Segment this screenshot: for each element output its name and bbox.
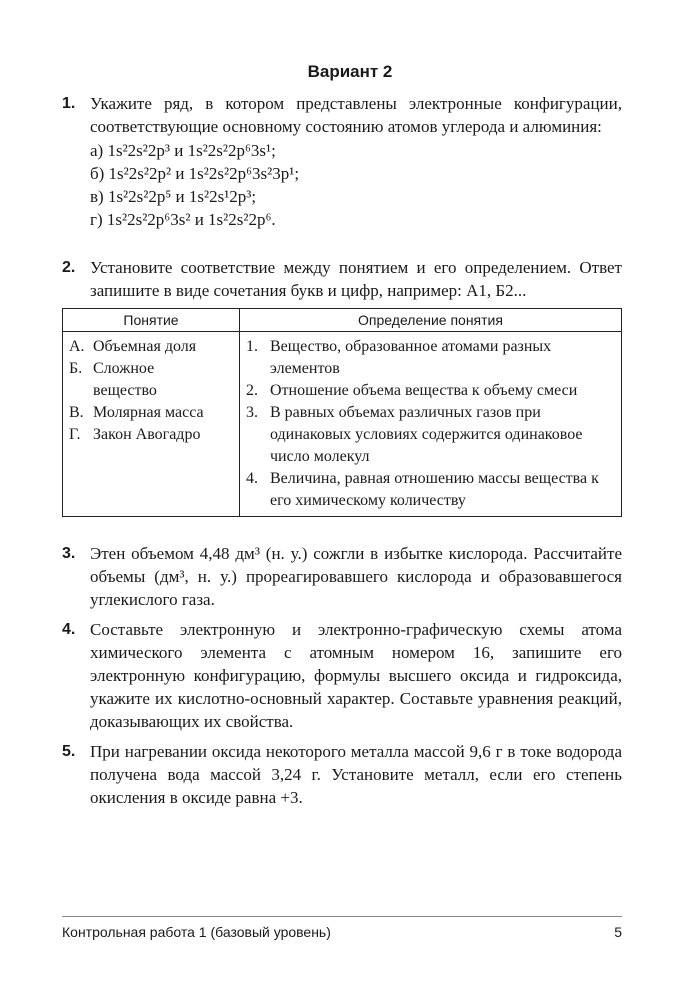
definition-number: 3.: [246, 404, 258, 421]
task-text: Составьте электронную и электронно-графическую схемы атома химического элемента с атомным номером 16, запишите его электронную конфигурацию, формулы высшего оксида и гидроксида, укажите их кислотно-основный характер. Составьте уравнения реакций, доказывающих их свойства.: [90, 620, 622, 731]
column-header-concept: Понятие: [63, 309, 240, 332]
concept-letter: Б.: [69, 360, 83, 377]
task-1: [62, 92, 622, 231]
task-number: 2.: [62, 259, 76, 276]
definition-item: [246, 380, 615, 402]
answer-options: [90, 139, 622, 231]
definitions-cell: [240, 332, 622, 517]
task-number: 1.: [62, 95, 76, 112]
answer-option: г) 1s²2s²2p⁶3s² и 1s²2s²2p⁶.: [90, 210, 276, 229]
page-number: 5: [614, 924, 622, 940]
task-number: 5.: [62, 743, 76, 760]
task-number: 3.: [62, 545, 76, 562]
task-4: [62, 618, 622, 733]
definition-item: [246, 468, 615, 512]
task-text: Установите соответствие между понятием и его определением. Ответ запишите в виде сочетания букв и цифр, например: А1, Б2...: [90, 258, 622, 300]
definition-number: 2.: [246, 382, 258, 399]
answer-option: в) 1s²2s²2p⁵ и 1s²2s¹2p³;: [90, 187, 257, 206]
definition-number: 1.: [246, 338, 258, 355]
task-5: [62, 740, 622, 809]
task-text: Укажите ряд, в котором представлены электронные конфигурации, соответствующие основному состоянию атомов углерода и алюминия:: [90, 94, 622, 136]
definition-text: Величина, равная отношению массы вещества к его химическому количеству: [270, 470, 599, 509]
concept-item: [69, 336, 233, 358]
matching-table: [62, 308, 622, 517]
footer-divider: [62, 916, 622, 917]
definition-text: Вещество, образованное атомами разных элементов: [270, 338, 552, 377]
task-text: Этен объемом 4,48 дм³ (н. у.) сожгли в избытке кислорода. Рассчитайте объемы (дм³, н. у.) прореагировавшего кислорода и образовавшегося углекислого газа.: [90, 544, 622, 609]
concept-text: Объемная доля: [93, 338, 197, 355]
footer-title: Контрольная работа 1 (базовый уровень): [62, 924, 331, 940]
task-text: При нагревании оксида некоторого металла массой 9,6 г в токе водорода получена вода массой 3,24 г. Установите металл, если его степень окисления в оксиде равна +3.: [90, 742, 622, 807]
concept-text: Молярная масса: [93, 404, 204, 421]
definition-item: [246, 336, 615, 380]
answer-option: а) 1s²2s²2p³ и 1s²2s²2p⁶3s¹;: [90, 141, 276, 160]
definition-number: 4.: [246, 470, 258, 487]
definition-text: Отношение объема вещества к объему смеси: [270, 382, 578, 399]
page-title: Вариант 2: [307, 62, 393, 81]
task-number: 4.: [62, 621, 76, 638]
concept-text: Сложное вещество: [93, 360, 157, 399]
definition-item: [246, 402, 615, 468]
concept-letter: А.: [69, 338, 85, 355]
answer-option: б) 1s²2s²2p² и 1s²2s²2p⁶3s²3p¹;: [90, 164, 300, 183]
concept-item: [69, 402, 233, 424]
concept-letter: Г.: [69, 426, 81, 443]
concepts-cell: [63, 332, 240, 517]
definition-text: В равных объемах различных газов при одинаковых условиях содержится одинаковое число молекул: [270, 404, 583, 465]
concept-item: [69, 358, 233, 402]
concept-letter: В.: [69, 404, 84, 421]
concept-text: Закон Авогадро: [93, 426, 201, 443]
column-header-definition: Определение понятия: [240, 309, 622, 332]
concept-item: [69, 424, 233, 446]
task-2: [62, 256, 622, 302]
task-3: [62, 542, 622, 611]
